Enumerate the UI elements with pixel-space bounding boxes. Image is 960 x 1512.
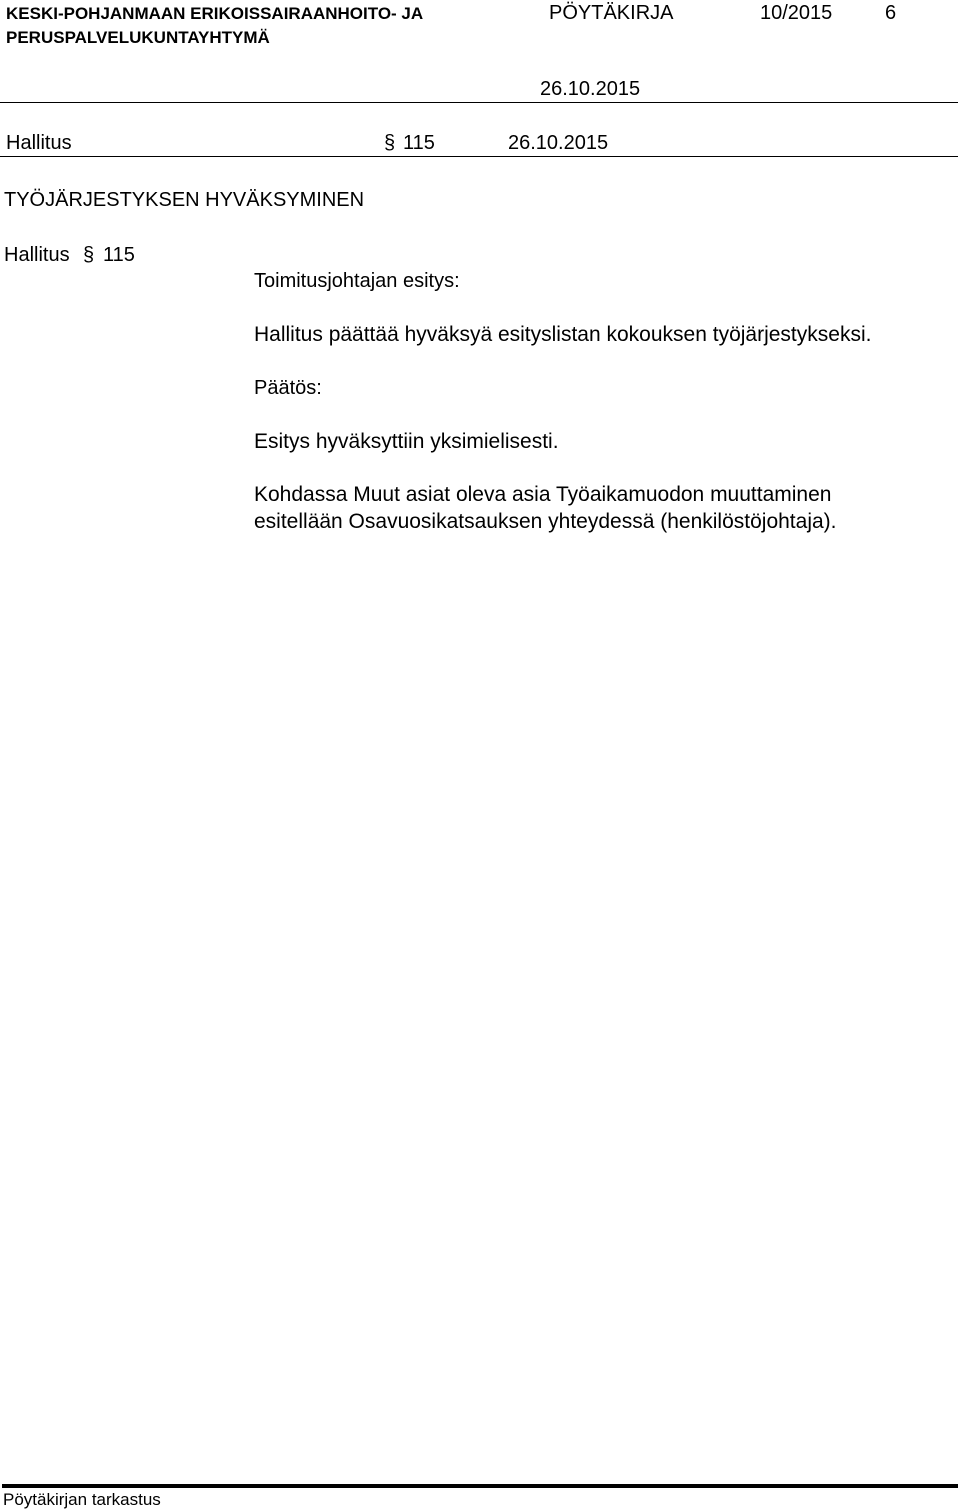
footer-divider	[2, 1484, 958, 1488]
document-type: PÖYTÄKIRJA	[549, 2, 674, 24]
item-title: TYÖJÄRJESTYKSEN HYVÄKSYMINEN	[4, 189, 365, 211]
header-date: 26.10.2015	[540, 78, 641, 100]
decision-text: Esitys hyväksyttiin yksimielisesti.	[254, 430, 559, 453]
document-number: 10/2015	[760, 2, 833, 24]
item-body-ref: Hallitus	[4, 244, 70, 266]
item-section-number: 115	[103, 244, 135, 266]
meeting-body: Hallitus	[6, 132, 72, 154]
header-divider	[0, 102, 958, 103]
meeting-date: 26.10.2015	[508, 132, 609, 154]
note-line2: esitellään Osavuosikatsauksen yhteydessä (henkilöstöjohtaja).	[254, 510, 837, 533]
section-symbol: §	[384, 132, 396, 154]
organization-name-line2: PERUSPALVELUKUNTAYHTYMÄ	[6, 28, 270, 47]
meeting-divider	[0, 156, 958, 157]
proposal-label: Toimitusjohtajan esitys:	[254, 270, 460, 292]
footer-label: Pöytäkirjan tarkastus	[3, 1490, 161, 1509]
proposal-text: Hallitus päättää hyväksyä esityslistan kokouksen työjärjestykseksi.	[254, 323, 872, 346]
item-section-symbol: §	[83, 244, 95, 266]
organization-name-line1: KESKI-POHJANMAAN ERIKOISSAIRAANHOITO- JA	[6, 4, 424, 23]
meeting-section-number: 115	[403, 132, 435, 154]
note-line1: Kohdassa Muut asiat oleva asia Työaikamuodon muuttaminen	[254, 483, 832, 506]
decision-label: Päätös:	[254, 377, 322, 399]
page-number: 6	[885, 2, 897, 24]
